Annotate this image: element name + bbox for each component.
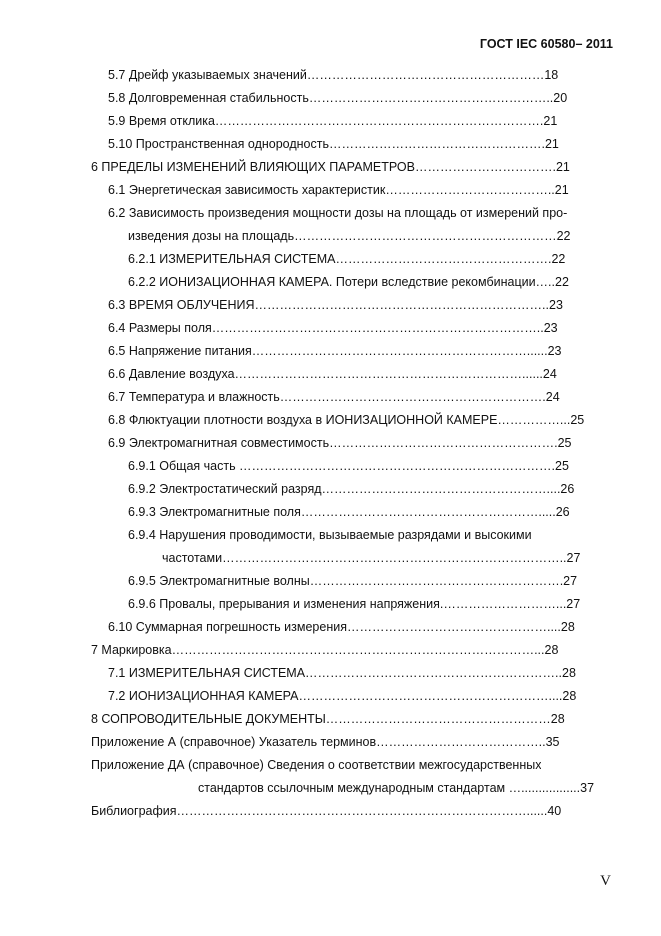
toc-line-6-9-6: 6.9.6 Провалы, прерывания и изменения напряжения.………………………...27 — [128, 597, 581, 611]
toc-line-appendix-a: Приложение А (справочное) Указатель терминов…………………………………..35 — [91, 735, 560, 749]
page-number: V — [600, 873, 611, 889]
toc-line-6-8: 6.8 Флюктуации плотности воздуха в ИОНИЗАЦИОННОЙ КАМЕРЕ……………...25 — [108, 413, 585, 427]
toc-line-appendix-da: Приложение ДА (справочное) Сведения о соответствии межгосударственных — [91, 758, 542, 772]
document-header: ГОСТ IEC 60580– 2011 — [479, 37, 613, 51]
toc-line-6-9-3: 6.9.3 Электромагнитные поля………………………………………………….....26 — [128, 505, 570, 519]
toc-line-6: 6 ПРЕДЕЛЫ ИЗМЕНЕНИЙ ВЛИЯЮЩИХ ПАРАМЕТРОВ…………………………….21 — [91, 160, 570, 174]
toc-line-7-2: 7.2 ИОНИЗАЦИОННАЯ КАМЕРА……………………………………………………....28 — [108, 689, 577, 703]
toc-line-bibliography: Библиография…………………………………………………………………………......40 — [91, 804, 562, 818]
toc-line-6-2-2: 6.2.2 ИОНИЗАЦИОННАЯ КАМЕРА. Потери вследствие рекомбинации…..22 — [128, 275, 569, 289]
toc-line-6-4: 6.4 Размеры поля……………………………………………………………………..23 — [108, 321, 558, 335]
toc-line-appendix-da-cont: стандартов ссылочным международным стандартам ….................37 — [198, 781, 595, 795]
toc-line-6-9-5: 6.9.5 Электромагнитные волны…………………………………………………….27 — [128, 574, 578, 588]
toc-line-6-2: 6.2 Зависимость произведения мощности дозы на площадь от измерений про- — [108, 206, 568, 220]
toc-line-6-9-2: 6.9.2 Электростатический разряд………………………………………………....26 — [128, 482, 575, 496]
toc-line-7-1: 7.1 ИЗМЕРИТЕЛЬНАЯ СИСТЕМА……………………………………………………..28 — [108, 666, 576, 680]
toc-line-6-2-cont: изведения дозы на площадь………………………………………………………22 — [128, 229, 571, 243]
toc-line-6-10: 6.10 Суммарная погрешность измерения…………………………………………....28 — [108, 620, 575, 634]
toc-line-6-6: 6.6 Давление воздуха……………………………………………………………......24 — [108, 367, 557, 381]
toc-line-6-7: 6.7 Температура и влажность……………………………………………………….24 — [108, 390, 560, 404]
toc-line-5-8: 5.8 Долговременная стабильность…………………………………………………..20 — [108, 91, 568, 105]
toc-line-6-9-1: 6.9.1 Общая часть ………………………………………………………………….25 — [128, 459, 569, 473]
toc-line-8: 8 СОПРОВОДИТЕЛЬНЫЕ ДОКУМЕНТЫ………………………………………………28 — [91, 712, 565, 726]
toc-line-6-9-4: 6.9.4 Нарушения проводимости, вызываемые разрядами и высокими — [128, 528, 532, 542]
toc-line-5-9: 5.9 Время отклика…………………………………………………………………….21 — [108, 114, 558, 128]
toc-line-7: 7 Маркировка……………………………………………………………………………...28 — [91, 643, 559, 657]
toc-line-6-3: 6.3 ВРЕМЯ ОБЛУЧЕНИЯ……………………………………………………………..23 — [108, 298, 563, 312]
toc-line-6-9: 6.9 Электромагнитная совместимость……………………………………………….25 — [108, 436, 572, 450]
toc-line-6-2-1: 6.2.1 ИЗМЕРИТЕЛЬНАЯ СИСТЕМА…………………………………………….22 — [128, 252, 566, 266]
toc-line-5-10: 5.10 Пространственная однородность…………………………………………….21 — [108, 137, 559, 151]
toc-line-6-1: 6.1 Энергетическая зависимость характеристик…………………………………..21 — [108, 183, 569, 197]
toc-line-6-9-4-cont: частотами………………………………………………………………………..27 — [162, 551, 581, 565]
toc-line-5-7: 5.7 Дрейф указываемых значений…………………………………………………18 — [108, 68, 559, 82]
toc-line-6-5: 6.5 Напряжение питания…………………………………………………………......23 — [108, 344, 562, 358]
